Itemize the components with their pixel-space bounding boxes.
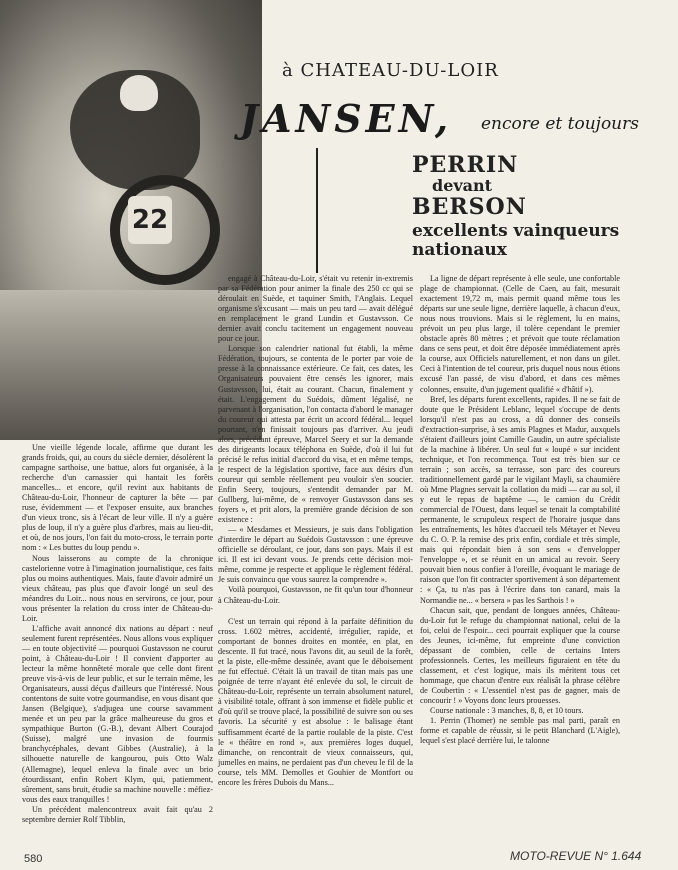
paragraph: La ligne de départ représente à elle seule, une confortable plage de championnat. (Celle de Caen, au fait, mesurait exactement 19,72 m, mais permit quand même tous les départs sur une seule ligne, derrière laquelle, à chacun d'eux, nous nous trouvions. Mais si le règlement, lu en mains, prévoit un peu plus large, il tolère cependant le premier obstacle après 80 mètres ; et prévoit que toute réclamation dans ce sens peut, et doit être déposée immédiatement après la course, aux Officiels naturellement, et non dans un gilet. Ceci à l'intention de tel coureur, pris duquel nous nous étions excusé l'an passé, de visu d'abord, et dans ces mêmes colonnes, ensuite, d'un jugement qualifié « d'hâtif »). bbox=[420, 274, 620, 394]
subhead-berson: BERSON bbox=[412, 194, 527, 220]
article-column-2-lower bbox=[218, 617, 413, 788]
article-column-3 bbox=[420, 274, 620, 746]
paragraph: Nous laisserons au compte de la chronique castelorienne votre à l'imagination journalistique, ces faits plus ou moins authentiques. Mais, faute d'avoir admiré un vieux château, pas plus que d'avoir longé un seul des méandres du Loir... nous nous en servirons, ce jour, pour vous présenter la relation du cross inter de Château-du-Loir. bbox=[22, 553, 213, 623]
paragraph: Un précédent malencontreux avait fait qu'au 2 septembre dernier Rolf Tibblin, bbox=[22, 804, 213, 824]
paragraph: Voilà pourquoi, Gustavsson, ne fit qu'un tour d'honneur à Château-du-Loir. bbox=[218, 585, 413, 605]
paragraph: Une vieille légende locale, affirme que durant les grands froids, qui, au cours du siècle dernier, désolèrent la campagne sarthoise, une battue, alors fut organisée, à la recherche d'un carnassier qui hantait les forêts mancelles... et encore, qu'il revint aux habitants de Château-du-Loir, l'honneur de capturer la bête — par ruse, évidemment — et l'exposer ensuite, aux branches d'un vieux tronc, sis à l'écart de leur ville. Il n'y a guère plus de loup, il n'y a guère plus d'arbres, mais au lieu-dit, et où, de nos jours, l'on fait du moto-cross, le terrain porte nom : « Les buttes du loup pendu ». bbox=[22, 443, 213, 553]
paragraph: Chacun sait, que, pendant de longues années, Château-du-Loir fut le refuge du championnat national, celui de la foi, celui de l'espoir... ceci pourrait expliquer que la course des Jeunes, ici-même, fut empreinte d'une conviction dépassant de combien, celle de certains Inters professionnels. Certes, les meilleurs figuraient en tête du classement, et c'est logique, mais ils méritent tous cet hommage, que chacun d'entre eux réalisât la phrase célèbre de Coubertin : « L'essentiel n'est pas de gagner, mais de concourir ! » Voyons donc leurs prouesses. bbox=[420, 605, 620, 705]
paragraph: engagé à Château-du-Loir, s'était vu retenir in-extremis par sa Fédération pour animer la finale des 250 cc qui se déroulait en Suède, et taquiner Smith, l'Anglais. Lequel organisme s'excusant — mais un peu tard — avait délégué en remplacement le grand Lundin et Gustavsson. Ce dernier avait conclu tacitement un engagement nouveau pour ce jour. bbox=[218, 274, 413, 344]
paragraph: C'est un terrain qui répond à la parfaite définition du cross. 1.602 mètres, accidenté, irrégulier, rapide, et comportant de bonnes droites en montée, en plat, en descente. Il fut tracé, nous l'avons dit, au seuil de la forêt, et la piste, elle-même dessinée, avant que le déboisement ne fut effectué. C'était là un travail de titan mais pas une poignée de terre n'ayant été enlevée du sol, le circuit de Château-du-Loir, représente un terrain absolument naturel, à visibilité totale, offrant à son immense et fidèle public et d'où qu'il se trouve placé, la possibilité de suivre son ou ses favoris. La sécurité y est absolue : le balisage étant suffisamment écarté de la partie roulable de la piste. C'est le « théâtre en rond », aux premières loges duquel, dimanche, on rencontrait de vieux connaisseurs, qui, jumelles en mains, ne perdaient pas d'un cheveu le fil de la course, tels MM. Demolles et Gouhier de Montfort ou encore les frères Dubois du Mans... bbox=[218, 617, 413, 787]
article-column-2 bbox=[218, 274, 413, 606]
magazine-issue: MOTO-REVUE N° 1.644 bbox=[510, 849, 642, 863]
subhead-excellents: excellents vainqueurs nationaux bbox=[412, 221, 620, 260]
vertical-rule bbox=[316, 148, 318, 273]
paragraph: Course nationale : 3 manches, 8, 8, et 10 tours. bbox=[430, 706, 584, 716]
photo-number-plate: 22 bbox=[128, 196, 172, 244]
subhead-devant: devant bbox=[432, 176, 493, 195]
paragraph: 1. Perrin (Thomer) ne semble pas mal parti, paraît en forme et capable de réussir, si le petit Blanchard (L'Aigle), lequel s'est placé derrière lui, le talonne bbox=[420, 716, 620, 746]
article-column-1 bbox=[22, 443, 213, 825]
paragraph: — « Mesdames et Messieurs, je suis dans l'obligation d'interdire le départ au Suédois Gustavsson : une épreuve officielle se déroulant, ce jour, dans son pays. Mais il est ici. Il est ici devant vous. Je prends cette décision moi-même, comme je respecte et applique le règlement fédéral. Je suis convaincu que vous saurez la comprendre ». bbox=[218, 525, 413, 585]
photo-helmet bbox=[120, 75, 158, 111]
article-headline: JANSEN, bbox=[240, 96, 453, 141]
article-kicker: à CHATEAU-DU-LOIR bbox=[282, 60, 499, 81]
subhead-perrin: PERRIN bbox=[412, 152, 519, 178]
page-number: 580 bbox=[24, 853, 43, 865]
paragraph: L'affiche avait annoncé dix nations au départ : neuf seulement furent représentées. Nous allons vous expliquer — en toute objectivité — pourquoi Gustavsson ne courut point, à Château-du-Loir ! Il convient d'apporter au lecteur la même honnêteté morale que celle dont firent preuve vis-à-vis de leur public, et sur le terrain même, les Organisateurs, aussi déçus d'ailleurs que l'intéressé. Nous contentons de suite votre gourmandise, en vous disant que Jansen (Belgique), s'adjugea une course savamment menée et un peu par la grâce malheureuse du gros et sympathique Burton (G.-B.), devant Albert Courajod (Suisse), malgré une invasion de fourmis branchycéphales, devant Gibbes (Australie), à la silhouette naturelle de kangourou, puis Otto Walz (Allemagne), lequel enleva la finale avec un brio étourdissant, enfin Robert Klym, qui, patiemment, sûrement, sans bruit, étudie sa machine nouvelle : méfiez-vous des eaux tranquilles ! bbox=[22, 623, 213, 804]
paragraph: Lorsque son calendrier national fut établi, la même Fédération, toujours, se contenta de le porter par voie de presse à la connaissance extérieure. Ce fait, ces dates, les Organisateurs pouvaient être censés les ignorer, mais Gustavsson, lui, était au courant. Chacun, finalement y était. L'engagement du Suédois, dûment légalisé, ne parvenant à l'organisation, l'on contacta d'abord le manager du coureur qui attesta par écrit un accord fédéral... lequel pourtant, n'en finissait toujours pas d'arriver. Au jeudi alors, précédant épreuve, Marcel Seery et sur la demande des dirigeants locaux téléphona en Suède, d'où il lui fut précisé le refus initial d'accord du visa, et en même temps, le respect de la législation sportive, face aux désirs d'un coureur qui semble réellement peu vouloir s'en soucier. Enfin Seery, toujours, s'entendit demander par M. Gullberg, lui-même, de « renvoyer Gustavsson dans ses foyers », et prit alors, la première grande décision de son existence : bbox=[218, 344, 413, 525]
article-headline-sub: encore et toujours bbox=[481, 114, 639, 134]
paragraph: Bref, les départs furent excellents, rapides. Il ne se fait de doute que le Président Leblanc, lequel s'occupe de dents lorsqu'il n'est pas au cross, a dû donner des conseils d'extraction-surprise, à ses amis Plagnes et Madur, auxquels s'étaient d'ailleurs joint Camille Gaudin, un autre spécialiste de la machine à libérer. Un seul fut « loupé » sur incident technique, et l'on recommença. Tout est très bien sur ce terrain ; son accès, sa terrasse, son parc des coureurs traditionnellement gardé par le vigilant Mayli, sa chaumière où Mme Plagnes servait la collation du midi — car au sol, il y eut le repas de baptême —, le camion du Crédit commercial de l'Ouest, dans lequel se tenait la comptabilité permanente, le scrupuleux respect de l'horaire jusque dans les entraînements, les hôtes d'accueil tels Métayer et Neveu du C. O. P. la remise des prix enfin, cordiale et très simple, mais qui répondait bien à son sens « d'envelopper l'enveloppe », et se réunit en un amical au revoir. Seery pouvait bien nous confier à l'oreille, évoquant le mariage de raison que l'on fit contracter sportivement à son département : « Ça, tu n'as pas à l'écrire dans ton canard, mais la Normandie ne... « bersera » pas les Sarthois ! » bbox=[420, 394, 620, 605]
